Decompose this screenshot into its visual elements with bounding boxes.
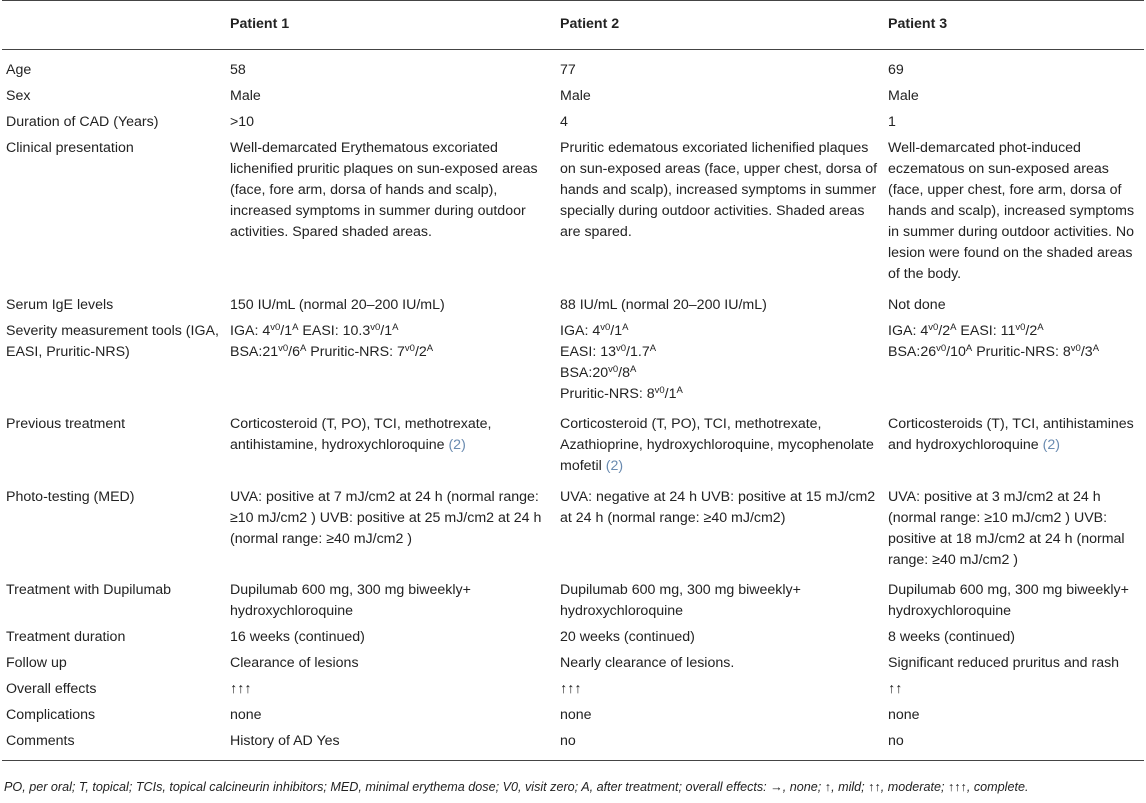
cell-patient-1 — [226, 318, 556, 412]
row-label: Overall effects — [6, 681, 97, 697]
row-label: Follow up — [6, 655, 67, 671]
reference-link[interactable]: (2) — [448, 437, 466, 453]
cell-patient-1: Dupilumab 600 mg, 300 mg biweekly+ hydroxychloroquine — [230, 582, 471, 619]
header-patient-3: Patient 3 — [884, 1, 1144, 50]
cell-patient-2: no — [556, 729, 884, 761]
cell-patient-2: 77 — [560, 62, 576, 78]
cell-patient-3 — [884, 318, 1144, 412]
nrs-score: Pruritic-NRS: $8^{v0}/3^A$ — [972, 342, 1100, 360]
cell-patient-2: 20 weeks (continued) — [560, 629, 695, 645]
iga-score: IGA: $4^{v0}/1^A$ — [560, 321, 629, 339]
cell-patient-2: UVA: negative at 24 h UVB: positive at 15 mJ/cm2 at 24 h (normal range: ≥40 mJ/cm2) — [560, 488, 876, 526]
cell-patient-2: Dupilumab 600 mg, 300 mg biweekly+ hydroxychloroquine — [560, 582, 801, 619]
easi-score: EASI: $13^{v0}/1.7^A$ — [560, 342, 657, 360]
reference-link[interactable]: (2) — [1042, 437, 1060, 453]
cell-patient-1: 150 IU/mL (normal 20–200 IU/mL) — [230, 296, 445, 313]
table-row-follow-up — [2, 651, 1144, 677]
table-footnote: PO, per oral; T, topical; TCIs, topical calcineurin inhibitors; MED, minimal erythema dose; V0, visit zero; A, after treatment; overall effects: →, none; ↑, mild; ↑↑, moderate; ↑↑↑, complete. — [4, 780, 1029, 794]
bsa-score: $BSA:26^{v0}/10^A$ — [888, 342, 973, 360]
cell-patient-1: Well-demarcated Erythematous excoriated lichenified pruritic plaques on sun-exposed areas (face, fore arm, dorsa of hands and scalp), increased symptoms in summer during outdoor activities. Spared shaded areas. — [230, 140, 538, 240]
cell-patient-2: Corticosteroid (T, PO), TCI, methotrexate, Azathioprine, hydroxychloroquine, mycophenolate mofetil (2) — [560, 416, 874, 474]
cell-patient-3: Significant reduced pruritus and rash — [888, 655, 1120, 671]
row-label: Clinical presentation — [6, 140, 134, 156]
iga-score: IGA: $4^{v0}/1^A$ — [230, 321, 299, 339]
cell-patient-1: none — [230, 707, 262, 723]
cell-patient-3: none — [888, 707, 920, 723]
header-patient-1: Patient 1 — [226, 1, 556, 50]
cell-patient-3: Corticosteroids (T), TCI, antihistamines and hydroxychloroquine (2) — [888, 416, 1134, 453]
table-row-age — [2, 50, 1144, 84]
table-row-dupilumab — [2, 578, 1144, 625]
row-label: Treatment duration — [6, 629, 126, 645]
cell-patient-3: UVA: positive at 3 mJ/cm2 at 24 h (normal range: ≥10 mJ/cm2 ) UVB: positive at 18 mJ/cm2 at 24 h (normal range: ≥40 mJ/cm2 ) — [888, 488, 1125, 568]
cell-patient-1: Male — [230, 88, 261, 104]
cell-patient-1: >10 — [230, 114, 255, 130]
row-label: Sex — [6, 88, 31, 104]
cell-patient-2: none — [560, 707, 592, 723]
cell-patient-1: History of AD Yes — [226, 729, 556, 761]
cell-patient-3: 8 weeks (continued) — [888, 629, 1015, 645]
header-blank — [2, 1, 226, 50]
table-row-duration — [2, 110, 1144, 136]
table-row-previous-treatment — [2, 412, 1144, 485]
easi-score: EASI: $11^{v0}/2^A$ — [956, 321, 1044, 339]
cell-patient-3: no — [884, 729, 1144, 761]
table-row-comments — [2, 729, 1144, 761]
cell-patient-1: 16 weeks (continued) — [230, 629, 365, 645]
cell-patient-3: Male — [888, 88, 919, 104]
easi-score: EASI: $10.3^{v0}/1^A$ — [298, 321, 399, 339]
table-row-photo-testing — [2, 484, 1144, 578]
row-label: Serum IgE levels — [6, 296, 114, 313]
cell-patient-1: UVA: positive at 7 mJ/cm2 at 24 h (normal range: ≥10 mJ/cm2 ) UVB: positive at 25 mJ/cm2 at 24 h (normal range: ≥40 mJ/cm2 ) — [230, 488, 542, 547]
table-row-overall-effects — [2, 677, 1144, 703]
table-row-sex — [2, 84, 1144, 110]
cell-patient-1: ↑↑↑ — [230, 681, 252, 697]
row-label: Previous treatment — [6, 416, 126, 432]
reference-link[interactable]: (2) — [605, 458, 624, 474]
table-row-clinical-presentation — [2, 136, 1144, 293]
row-label: Treatment with Dupilumab — [6, 582, 172, 598]
table-row-serum-ige — [2, 292, 1144, 318]
cell-patient-3: 69 — [888, 62, 904, 78]
iga-score: IGA: $4^{v0}/2^A$ — [888, 321, 957, 339]
table-row-treatment-duration — [2, 625, 1144, 651]
cell-patient-2: ↑↑↑ — [560, 681, 582, 697]
cell-patient-3: Well-demarcated phot-induced eczematous on sun-exposed areas (face, upper chest, fore arm, dorsa of hands and scalp), increased symptoms in summer during outdoor activities. No lesion were found on the shaded areas of the body. — [888, 140, 1135, 282]
cell-patient-2: Nearly clearance of lesions. — [560, 655, 735, 671]
nrs-score: Pruritic-NRS: $7^{v0}/2^A$ — [306, 342, 434, 360]
table-header — [2, 1, 1144, 50]
cell-patient-1: Corticosteroid (T, PO), TCI, methotrexate, antihistamine, hydroxychloroquine (2) — [230, 416, 492, 453]
cell-patient-3: Dupilumab 600 mg, 300 mg biweekly+ hydroxychloroquine — [888, 582, 1129, 619]
cell-patient-1: Clearance of lesions — [230, 655, 359, 671]
nrs-score: Pruritic-NRS: $8^{v0}/1^A$ — [560, 384, 683, 402]
header-patient-2: Patient 2 — [556, 1, 884, 50]
row-label: Age — [6, 62, 32, 78]
cell-patient-2: Male — [560, 88, 591, 104]
row-label: Photo-testing (MED) — [6, 488, 135, 505]
header-row — [2, 1, 1144, 50]
row-label: Severity measurement tools (IGA, EASI, Pruritic-NRS) — [6, 322, 219, 360]
row-label: Complications — [6, 707, 96, 723]
cell-patient-2: 88 IU/mL (normal 20–200 IU/mL) — [560, 296, 767, 313]
cell-patient-3: ↑↑ — [888, 681, 903, 697]
bsa-score: $BSA:20^{v0}/8^A$ — [560, 363, 637, 381]
bsa-score: $BSA:21^{v0}/6^A$ — [230, 342, 307, 360]
patient-comparison-table — [2, 0, 1144, 761]
row-label: Duration of CAD (Years) — [6, 114, 159, 130]
row-label: Comments — [2, 729, 226, 761]
table-body — [2, 50, 1144, 761]
cell-patient-2: 4 — [560, 114, 568, 130]
table-row-complications — [2, 703, 1144, 729]
cell-patient-3: 1 — [888, 114, 896, 130]
cell-patient-2 — [556, 318, 884, 412]
cell-patient-2: Pruritic edematous excoriated lichenified plaques on sun-exposed areas (face, upper chest, dorsa of hands and scalp), increased symptoms in summer specially during outdoor activities. Shaded areas are spared. — [560, 140, 878, 240]
cell-patient-1: 58 — [230, 62, 246, 78]
cell-patient-3: Not done — [888, 296, 946, 313]
table-row-severity — [2, 318, 1144, 412]
